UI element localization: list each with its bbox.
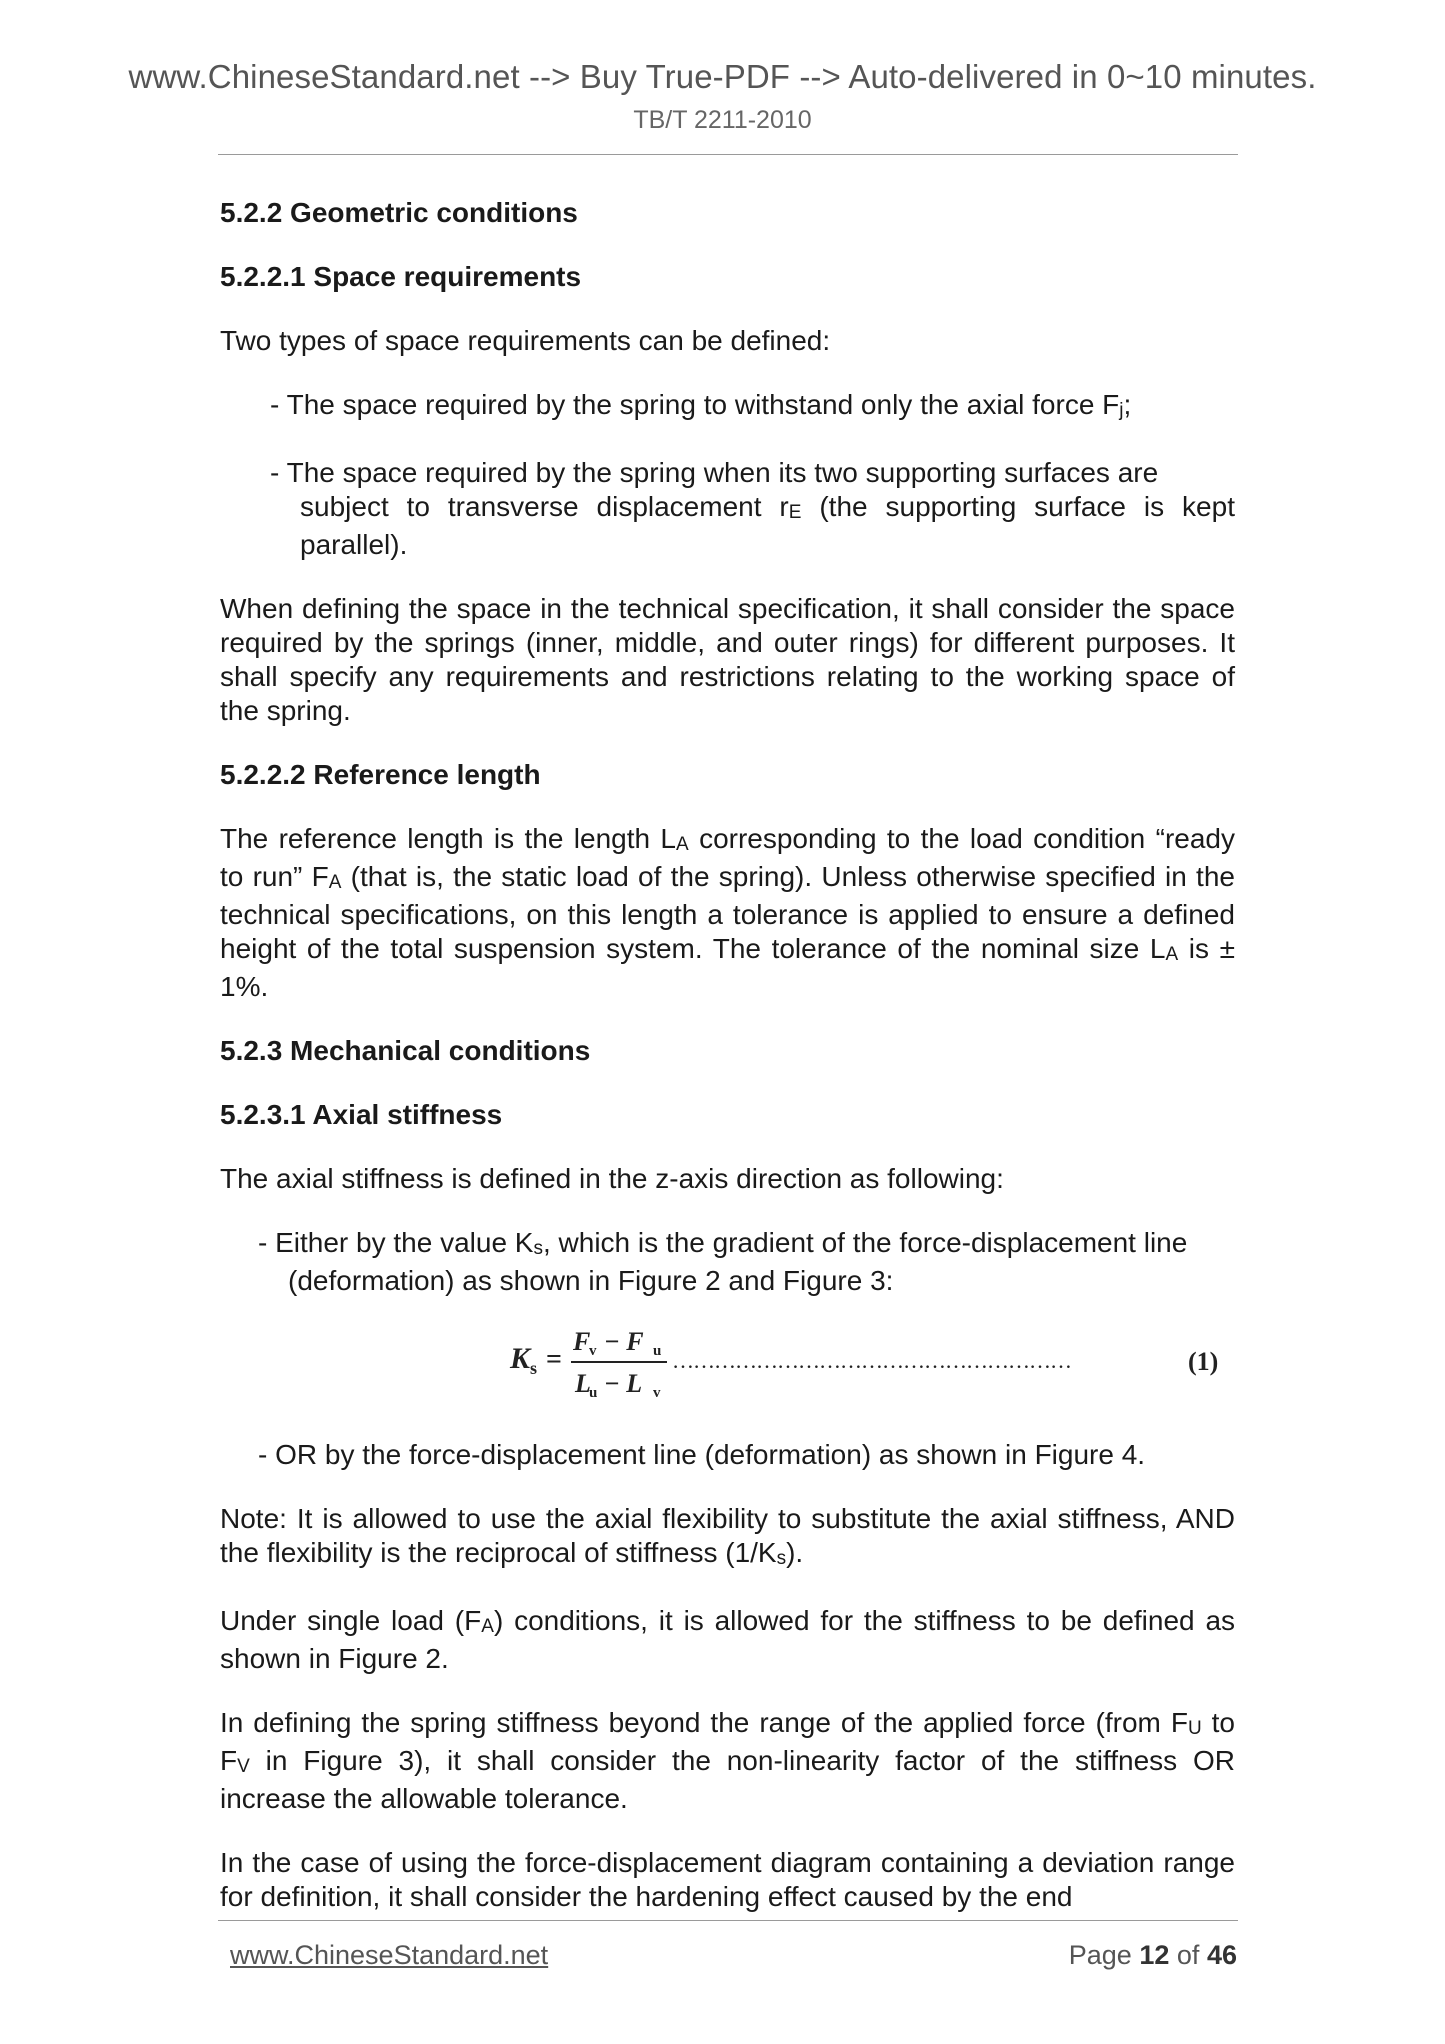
subscript: s: [776, 1548, 787, 1569]
paragraph-text: ) conditions, it is allowed for the stiffness to be defined as shown in Figure 2.: [220, 1605, 1236, 1674]
formula-number: (1): [1188, 1347, 1219, 1376]
list-item-stiffness-value: [258, 1226, 1235, 1298]
paragraph-text: ).: [786, 1537, 804, 1568]
list-item-transverse-displacement: [270, 456, 1235, 562]
of-label: of: [1176, 1940, 1200, 1970]
list-item-text: (the supporting surface is kept parallel).: [300, 491, 1235, 560]
paragraph-text: Under single load (F: [220, 1605, 482, 1636]
axial-stiffness-intro: The axial stiffness is defined in the z-axis direction as following:: [220, 1163, 1004, 1194]
single-load-paragraph: [220, 1604, 1235, 1676]
section-heading-5-2-3: 5.2.3 Mechanical conditions: [220, 1035, 591, 1066]
subscript: s: [533, 1238, 543, 1259]
formula-den-minus: − L: [604, 1369, 643, 1398]
stiffness-range-paragraph: [220, 1706, 1235, 1816]
paragraph-text: to F: [220, 1707, 1235, 1776]
subscript: A: [676, 834, 689, 855]
list-item-text: ;: [1123, 389, 1132, 420]
list-item-continuation: (deformation) as shown in Figure 2 and Figure 3:: [288, 1265, 894, 1296]
space-definition-paragraph: When defining the space in the technical specification, it shall consider the space required by the springs (inner, middle, and outer rings) for different purposes. It shall specify any requirements and restrictions relating to the working space of the spring.: [220, 593, 1235, 726]
footer-site-link[interactable]: www.ChineseStandard.net: [230, 1940, 549, 1970]
page-total: 46: [1206, 1940, 1237, 1970]
list-item-text: - The space required by the spring to withstand only the axial force F: [270, 389, 1120, 420]
formula-1: [220, 1312, 1235, 1408]
page-body: [220, 196, 1235, 1944]
list-item-text: subject to transverse displacement r: [300, 491, 789, 522]
deviation-range-paragraph: In the case of using the force-displacement diagram containing a deviation range for definition, it shall consider the hardening effect caused by the end: [220, 1847, 1235, 1912]
header-banner[interactable]: www.ChineseStandard.net --> Buy True-PDF --> Auto-delivered in 0~10 minutes.: [128, 58, 1317, 95]
reference-length-paragraph: [220, 822, 1235, 1004]
section-heading-5-2-3-1: 5.2.3.1 Axial stiffness: [220, 1099, 503, 1130]
document-code: TB/T 2211-2010: [633, 106, 812, 134]
subscript: U: [1187, 1718, 1202, 1739]
formula-num-minus: − F: [604, 1327, 644, 1356]
paragraph-text: In defining the spring stiffness beyond the range of the applied force (from F: [220, 1707, 1188, 1738]
subscript: E: [788, 502, 802, 523]
subscript: A: [1165, 944, 1179, 965]
paragraph-text: Note: It is allowed to use the axial flexibility to substitute the axial stiffness, AND the flexibility is the reciprocal of stiffness (1/K: [220, 1503, 1235, 1568]
formula-lhs-subscript: s: [530, 1358, 538, 1378]
paragraph-text: is ± 1%.: [220, 933, 1235, 1002]
paragraph-text: (that is, the static load of the spring). Unless otherwise specified in the technical specifications, on this length a tolerance is applied to ensure a defined height of the total suspension system. The tolerance of the nominal size L: [220, 861, 1235, 964]
section-heading-5-2-2-2: 5.2.2.2 Reference length: [220, 759, 541, 790]
list-item-axial-force: [270, 388, 1235, 426]
formula-graphic: [220, 1312, 1235, 1408]
page-indicator: [1069, 1940, 1237, 1971]
paragraph-text: The reference length is the length L: [220, 823, 677, 854]
subscript: A: [481, 1616, 494, 1637]
list-item-text: , which is the gradient of the force-displacement line: [542, 1227, 1188, 1258]
section-heading-5-2-2: 5.2.2 Geometric conditions: [220, 197, 578, 228]
list-item-text: - Either by the value K: [258, 1227, 534, 1258]
formula-den-subscript: v: [653, 1385, 661, 1401]
formula-denominator: L: [575, 1369, 591, 1398]
note-paragraph: [220, 1502, 1235, 1574]
formula-num-subscript: v: [589, 1343, 597, 1359]
page-number: 12: [1139, 1940, 1170, 1970]
list-item-continuation: [270, 490, 1235, 562]
page-label: Page: [1068, 1940, 1132, 1970]
space-intro-paragraph: Two types of space requirements can be defined:: [220, 325, 831, 356]
formula-lhs: K: [510, 1342, 531, 1375]
formula-den-subscript: u: [589, 1385, 598, 1401]
list-item-force-displacement-line: - OR by the force-displacement line (deformation) as shown in Figure 4.: [258, 1439, 1146, 1470]
formula-leader-dots: …………………………………………………: [672, 1348, 1071, 1373]
paragraph-text: in Figure 3), it shall consider the non-linearity factor of the stiffness OR increase the allowable tolerance.: [220, 1745, 1235, 1814]
subscript: j: [1119, 400, 1124, 421]
header-divider: [218, 154, 1238, 155]
section-heading-5-2-2-1: 5.2.2.1 Space requirements: [220, 261, 582, 292]
subscript: V: [237, 1756, 250, 1777]
paragraph-text: corresponding to the load condition “ready to run” F: [220, 823, 1235, 892]
formula-num-subscript: u: [653, 1343, 662, 1359]
formula-equals: =: [546, 1344, 562, 1375]
subscript: A: [328, 872, 342, 893]
formula-numerator: F: [573, 1327, 591, 1356]
list-item-text: - The space required by the spring when its two supporting surfaces are: [270, 457, 1159, 488]
footer-divider: [218, 1920, 1238, 1921]
